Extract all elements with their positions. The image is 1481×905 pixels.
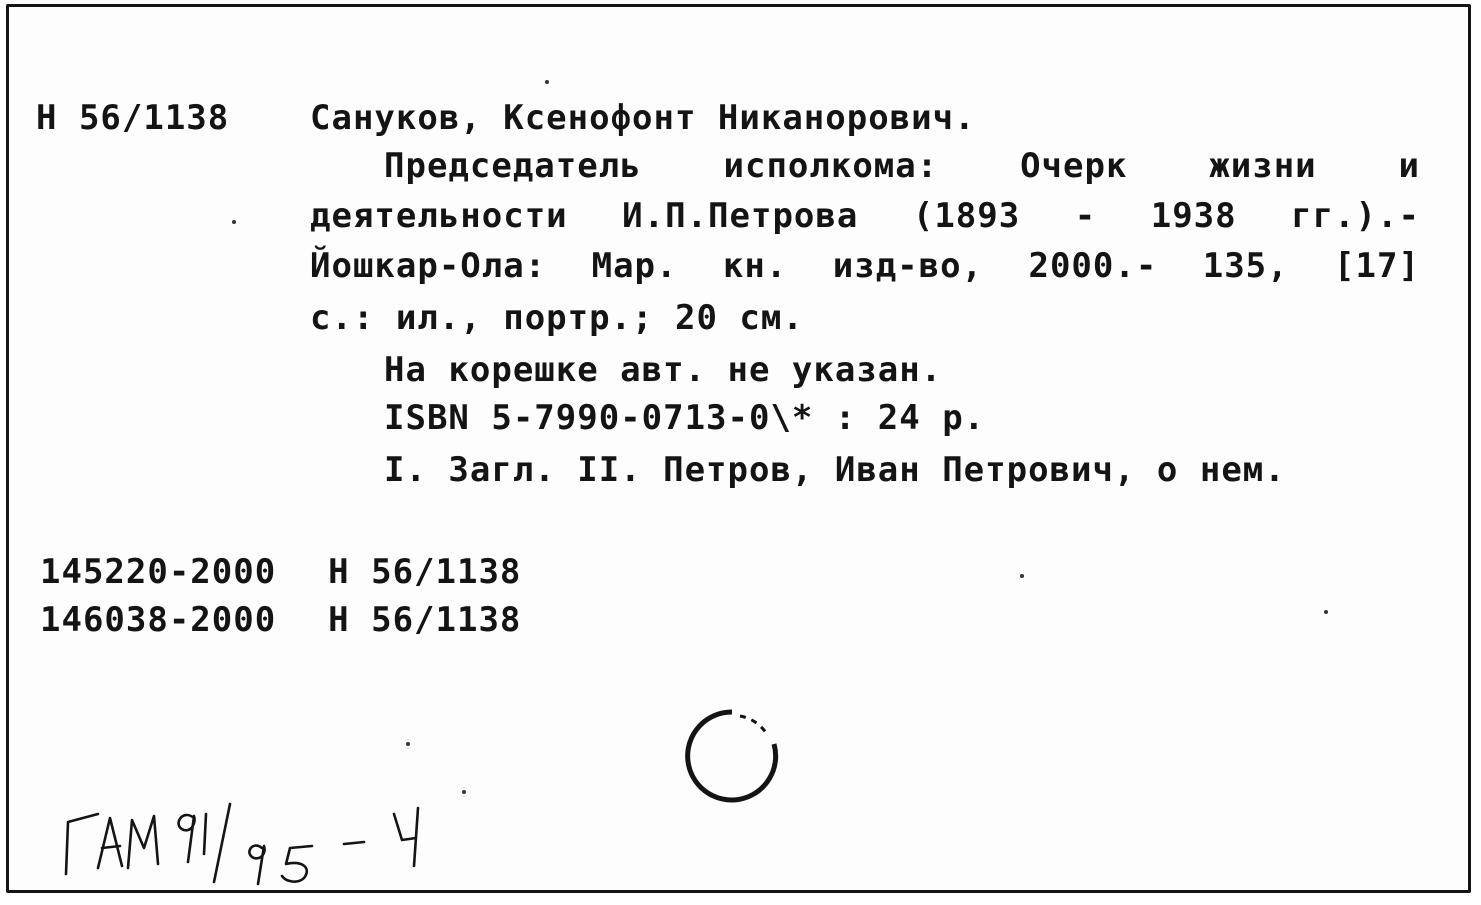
title-continuation-line bbox=[310, 196, 1420, 236]
imprint-word: [17] bbox=[1334, 246, 1420, 286]
imprint-word: Йошкар-Ола: bbox=[310, 246, 547, 286]
title-word: И.П.Петрова bbox=[622, 196, 859, 236]
imprint-word: 135, bbox=[1202, 246, 1289, 286]
note-line: На корешке авт. не указан. bbox=[384, 350, 943, 390]
shelfmark: Н 56/1138 bbox=[36, 98, 230, 138]
punch-hole-icon bbox=[682, 706, 782, 806]
title-word: и bbox=[1398, 146, 1420, 186]
inventory-number: 145220-2000 bbox=[40, 552, 277, 592]
imprint-word: кн. bbox=[722, 246, 788, 286]
author-heading: Сануков, Ксенофонт Никанорович. bbox=[310, 98, 976, 138]
title-word: деятельности bbox=[310, 196, 568, 236]
title-word: гг.).- bbox=[1291, 196, 1420, 236]
title-line bbox=[384, 146, 1420, 186]
imprint-word: изд-во, bbox=[832, 246, 984, 286]
paper-speck bbox=[1324, 610, 1328, 614]
inventory-shelfmark: Н 56/1138 bbox=[328, 552, 522, 592]
title-word: Председатель bbox=[384, 146, 642, 186]
tracings-line: I. Загл. II. Петров, Иван Петрович, о нем. bbox=[384, 450, 1286, 490]
inventory-row bbox=[40, 600, 521, 640]
inventory-shelfmark: Н 56/1138 bbox=[328, 600, 522, 640]
title-word: Очерк bbox=[1020, 146, 1128, 186]
paper-speck bbox=[406, 742, 410, 746]
inventory-row bbox=[40, 552, 521, 592]
imprint-word: Мар. bbox=[591, 246, 678, 286]
handwritten-note-signature bbox=[54, 796, 454, 886]
imprint-line bbox=[310, 246, 1420, 286]
title-word: исполкома: bbox=[723, 146, 939, 186]
imprint-word: 2000.- bbox=[1028, 246, 1158, 286]
paper-speck bbox=[1020, 574, 1024, 578]
isbn-line: ISBN 5-7990-0713-0\* : 24 р. bbox=[384, 398, 986, 438]
paper-speck bbox=[232, 220, 236, 224]
title-word: 1938 bbox=[1150, 196, 1237, 236]
physical-description: с.: ил., портр.; 20 см. bbox=[310, 298, 804, 338]
inventory-number: 146038-2000 bbox=[40, 600, 277, 640]
title-word: - bbox=[1074, 196, 1097, 236]
paper-speck bbox=[462, 790, 466, 794]
paper-speck bbox=[545, 80, 549, 84]
title-word: (1893 bbox=[912, 196, 1021, 236]
title-word: жизни bbox=[1209, 146, 1317, 186]
